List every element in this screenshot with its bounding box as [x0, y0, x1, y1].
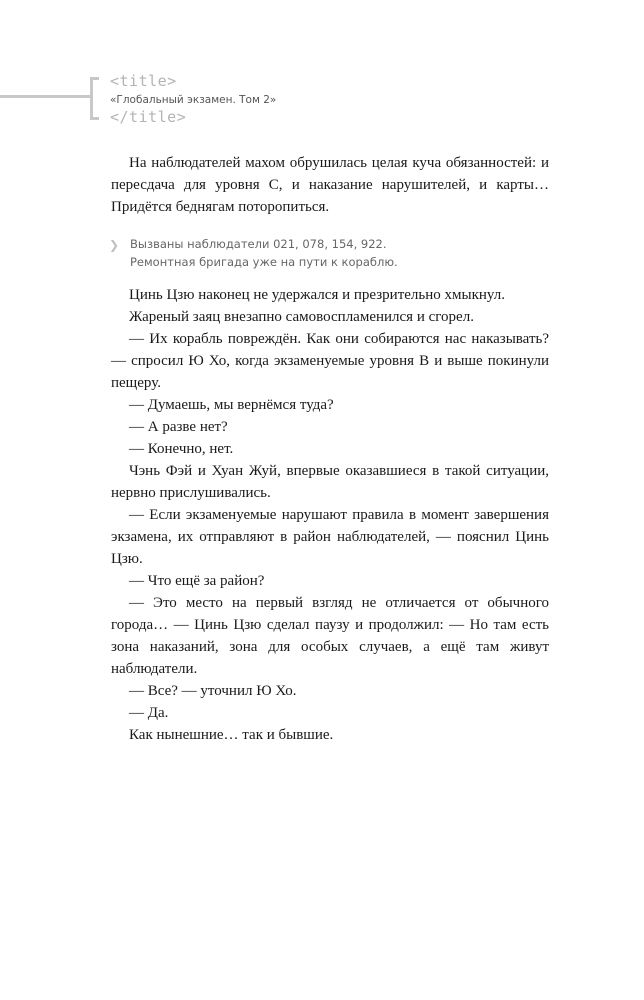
- system-message-line: Ремонтная бригада уже на пути к кораблю.: [130, 255, 398, 269]
- header-open-tag: <title>: [110, 72, 177, 90]
- paragraph: — А разве нет?: [129, 419, 228, 435]
- system-message-line: Вызваны наблюдатели 021, 078, 154, 922.: [130, 237, 387, 251]
- paragraph: На наблюдателей махом обрушилась целая куча обязанностей: и пересдача для уровня С, и наказание нарушителей, и карты… Придётся беднягам поторопиться.: [111, 155, 549, 215]
- paragraph: Чэнь Фэй и Хуан Жуй, впервые оказавшиеся в такой ситуации, нервно прислушивались.: [111, 463, 549, 501]
- system-message: [111, 235, 549, 271]
- paragraph: — Если экзаменуемые нарушают правила в момент завершения экзамена, их отправляют в район наблюдателей, — пояснил Цинь Цзю.: [111, 507, 549, 567]
- header-rule: [0, 95, 90, 98]
- paragraph: — Их корабль повреждён. Как они собираются нас наказывать? — спросил Ю Хо, когда экзаменуемые уровня B и выше покинули пещеру.: [111, 331, 549, 391]
- paragraph: — Думаешь, мы вернёмся туда?: [129, 397, 334, 413]
- paragraph: — Что ещё за район?: [129, 573, 265, 589]
- header-book-title: «Глобальный экзамен. Том 2»: [110, 94, 277, 106]
- paragraph: — Да.: [129, 705, 169, 721]
- paragraph: — Это место на первый взгляд не отличается от обычного города… — Цинь Цзю сделал паузу и продолжил: — Но там есть зона наказаний, зона для особых случаев, а ещё там живут наблюдатели.: [111, 595, 549, 677]
- paragraph: Цинь Цзю наконец не удержался и презрительно хмыкнул.: [129, 287, 505, 303]
- text-block-main: [111, 284, 549, 746]
- paragraph: — Конечно, нет.: [129, 441, 234, 457]
- paragraph: Как нынешние… так и бывшие.: [129, 727, 334, 743]
- header-close-tag: </title>: [110, 108, 187, 126]
- header-bracket: [90, 77, 99, 120]
- text-block-top: [111, 152, 549, 218]
- paragraph: Жареный заяц внезапно самовоспламенился и сгорел.: [129, 309, 474, 325]
- paragraph: — Все? — уточнил Ю Хо.: [129, 683, 297, 699]
- chevron-right-icon: ❯: [109, 238, 120, 252]
